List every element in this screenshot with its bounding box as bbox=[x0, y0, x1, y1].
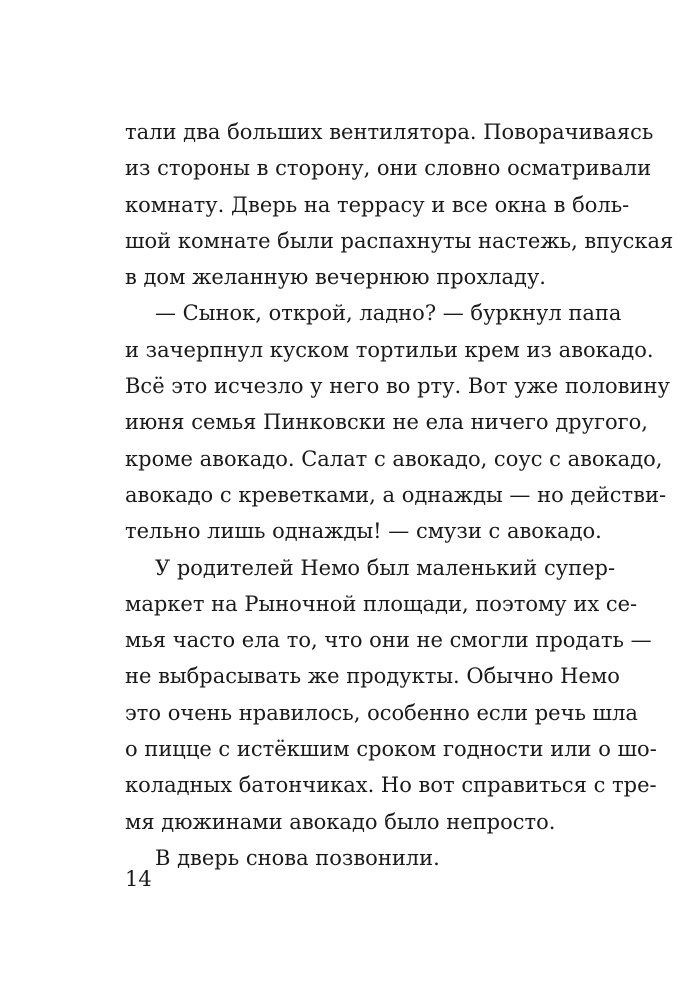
text-line: мья часто ела то, что они не смогли продать — bbox=[125, 628, 652, 653]
text-line: в дом желанную вечернюю прохладу. bbox=[125, 265, 546, 290]
text-line: мя дюжинами авокадо было непросто. bbox=[125, 809, 556, 834]
text-line: шой комнате были распахнуты настежь, впуская bbox=[125, 228, 674, 253]
text-line: У родителей Немо был маленький супер- bbox=[155, 555, 616, 580]
text-line: это очень нравилось, особенно если речь шла bbox=[125, 700, 638, 725]
text-line: В дверь снова позвонили. bbox=[155, 845, 440, 870]
text-line: тали два больших вентилятора. Поворачиваясь bbox=[125, 120, 654, 144]
text-line: о пицце с истёкшим сроком годности или о шо- bbox=[125, 737, 657, 762]
text-line: маркет на Рыночной площади, поэтому их се- bbox=[125, 591, 638, 616]
text-line: и зачерпнул куском тортильи крем из авокадо. bbox=[125, 337, 654, 362]
text-line: комнату. Дверь на террасу и все окна в боль- bbox=[125, 192, 630, 217]
text-line: июня семья Пинковски не ела ничего другого, bbox=[125, 410, 648, 435]
text-line: — Сынок, открой, ладно? — буркнул папа bbox=[155, 301, 622, 326]
page-number: 14 bbox=[125, 867, 152, 891]
page-text bbox=[125, 114, 674, 876]
text-line: коладных батончиках. Но вот справиться с тре- bbox=[125, 773, 657, 798]
text-line: кроме авокадо. Салат с авокадо, соус с авокадо, bbox=[125, 446, 663, 471]
text-line: из стороны в сторону, они словно осматривали bbox=[125, 156, 652, 181]
text-line: не выбрасывать же продукты. Обычно Немо bbox=[125, 664, 620, 689]
text-line: тельно лишь однажды! — смузи с авокадо. bbox=[125, 519, 602, 544]
text-line: авокадо с креветками, а однажды — но действи- bbox=[125, 482, 667, 507]
text-line: Всё это исчезло у него во рту. Вот уже половину bbox=[125, 374, 670, 399]
